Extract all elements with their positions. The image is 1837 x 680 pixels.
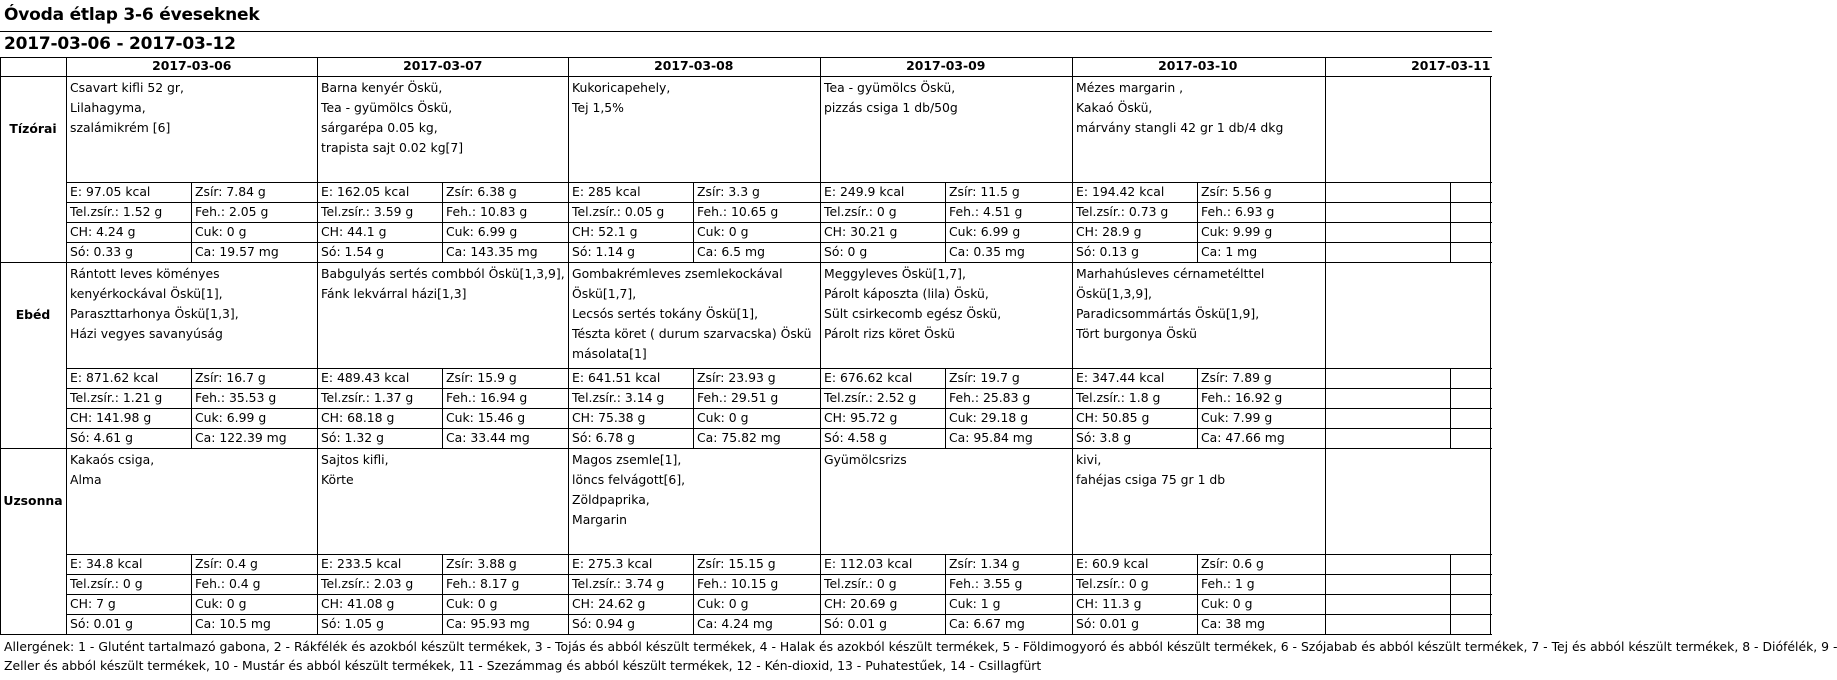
- menu-item: Margarin: [572, 512, 628, 527]
- grid-line: [66, 594, 1492, 595]
- nutrition-value: Ca: 0.35 mg: [949, 244, 1025, 259]
- menu-cell: [66, 450, 318, 554]
- nutrition-value: E: 162.05 kcal: [321, 184, 410, 199]
- nutrition-value: Zsír: 7.89 g: [1201, 370, 1272, 385]
- menu-item: márvány stangli 42 gr 1 db/4 dkg: [1076, 120, 1284, 135]
- nutrition-value: [1325, 409, 1450, 428]
- nutrition-value: Só: 0.01 g: [70, 616, 133, 631]
- menu-item: sárgarépa 0.05 kg,: [321, 120, 438, 135]
- nutrition-value: [1325, 203, 1450, 222]
- nutrition-value: E: 285 kcal: [572, 184, 641, 199]
- menu-cell: [317, 78, 569, 182]
- nutrition-value: Cuk: 15.46 g: [446, 410, 526, 425]
- grid-line: [66, 614, 1492, 615]
- grid-line: [0, 448, 1492, 449]
- menu-item: Párolt káposzta (lila) Öskü,: [824, 286, 989, 301]
- nutrition-value: Zsír: 0.4 g: [195, 556, 258, 571]
- nutrition-value: Zsír: 23.93 g: [697, 370, 776, 385]
- nutrition-value: Feh.: 10.65 g: [697, 204, 779, 219]
- menu-item: fahéjas csiga 75 gr 1 db: [1076, 472, 1226, 487]
- nutrition-value: Tel.zsír.: 1.8 g: [1076, 390, 1161, 405]
- menu-item: Kakaó Öskü,: [1076, 100, 1153, 115]
- nutrition-value: Zsír: 1.34 g: [949, 556, 1020, 571]
- nutrition-value: Zsír: 15.15 g: [697, 556, 776, 571]
- nutrition-value: CH: 20.69 g: [824, 596, 898, 611]
- menu-item: pizzás csiga 1 db/50g: [824, 100, 958, 115]
- nutrition-value: Cuk: 0 g: [697, 596, 749, 611]
- nutrition-value: E: 97.05 kcal: [70, 184, 151, 199]
- grid-line: [945, 182, 946, 262]
- nutrition-value: [1325, 223, 1450, 242]
- nutrition-value: Ca: 6.67 mg: [949, 616, 1025, 631]
- grid-line: [66, 428, 1492, 429]
- nutrition-value: CH: 4.24 g: [70, 224, 136, 239]
- nutrition-value: CH: 30.21 g: [824, 224, 898, 239]
- nutrition-value: E: 641.51 kcal: [572, 370, 661, 385]
- menu-cell: [1325, 264, 1577, 368]
- menu-cell: [1325, 78, 1577, 182]
- menu-cell: [820, 78, 1072, 182]
- title-divider: [0, 31, 1492, 32]
- menu-item: trapista sajt 0.02 kg[7]: [321, 140, 464, 155]
- nutrition-value: Feh.: 25.83 g: [949, 390, 1031, 405]
- grid-line: [820, 57, 821, 634]
- nutrition-value: Ca: 38 mg: [1201, 616, 1265, 631]
- grid-line: [945, 368, 946, 448]
- grid-line: [191, 554, 192, 634]
- nutrition-value: Ca: 6.5 mg: [697, 244, 765, 259]
- menu-item: Gyümölcsrizs: [824, 452, 907, 467]
- menu-item: szalámikrém [6]: [70, 120, 171, 135]
- nutrition-value: Tel.zsír.: 2.52 g: [824, 390, 917, 405]
- grid-line: [317, 57, 318, 634]
- nutrition-value: E: 275.3 kcal: [572, 556, 653, 571]
- nutrition-value: [1450, 389, 1577, 408]
- grid-line: [0, 57, 1, 634]
- nutrition-value: Tel.zsír.: 0 g: [824, 204, 897, 219]
- grid-line: [66, 554, 1492, 555]
- nutrition-value: Feh.: 4.51 g: [949, 204, 1023, 219]
- menu-table: [0, 57, 1492, 677]
- meal-label-spacer: [0, 368, 66, 448]
- allergen-legend: [4, 637, 1837, 675]
- nutrition-value: Tel.zsír.: 1.21 g: [70, 390, 163, 405]
- grid-line: [442, 368, 443, 448]
- meal-label-spacer: [0, 554, 66, 634]
- nutrition-value: Tel.zsír.: 3.14 g: [572, 390, 665, 405]
- nutrition-value: Feh.: 1 g: [1201, 576, 1255, 591]
- nutrition-value: [1450, 595, 1577, 614]
- nutrition-value: Feh.: 8.17 g: [446, 576, 520, 591]
- menu-cell: [66, 264, 318, 368]
- nutrition-value: Feh.: 0.4 g: [195, 576, 261, 591]
- nutrition-value: Cuk: 6.99 g: [446, 224, 518, 239]
- nutrition-value: Só: 0.01 g: [824, 616, 887, 631]
- nutrition-value: Tel.zsír.: 0.05 g: [572, 204, 665, 219]
- grid-line: [1197, 368, 1198, 448]
- nutrition-value: [1450, 409, 1577, 428]
- nutrition-value: [1325, 615, 1450, 634]
- nutrition-value: Feh.: 6.93 g: [1201, 204, 1275, 219]
- nutrition-value: Feh.: 2.05 g: [195, 204, 269, 219]
- allergen-line: Zeller és abból készült termékek, 10 - Mustár és abból készült termékek, 11 - Szezámmag és abból készült termékek, 12 - Kén-dioxid, 13 - Puhatestűek, 14 - Csillagfürt: [4, 658, 1042, 673]
- nutrition-value: CH: 7 g: [70, 596, 116, 611]
- nutrition-value: Zsír: 3.3 g: [697, 184, 760, 199]
- nutrition-value: E: 676.62 kcal: [824, 370, 913, 385]
- nutrition-value: Zsír: 6.38 g: [446, 184, 517, 199]
- nutrition-value: E: 233.5 kcal: [321, 556, 402, 571]
- menu-item: Tej 1,5%: [572, 100, 624, 115]
- menu-cell: [1325, 450, 1577, 554]
- day-header: 2017-03-09: [906, 58, 986, 73]
- nutrition-value: Só: 0.01 g: [1076, 616, 1139, 631]
- nutrition-value: Ca: 122.39 mg: [195, 430, 287, 445]
- menu-item: kenyérkockával Öskü[1],: [70, 286, 223, 301]
- grid-line: [442, 554, 443, 634]
- menu-item: Sajtos kifli,: [321, 452, 389, 467]
- menu-item: Tea - gyümölcs Öskü,: [321, 100, 453, 115]
- nutrition-value: Cuk: 0 g: [195, 596, 247, 611]
- grid-line: [66, 574, 1492, 575]
- menu-item: Paradicsommártás Öskü[1,9],: [1076, 306, 1260, 321]
- meal-label: Tízórai: [9, 121, 57, 136]
- menu-item: Kakaós csiga,: [70, 452, 155, 467]
- nutrition-value: Tel.zsír.: 0 g: [1076, 576, 1149, 591]
- nutrition-value: Só: 0 g: [824, 244, 868, 259]
- menu-item: Csavart kifli 52 gr,: [70, 80, 184, 95]
- menu-cell: [317, 264, 569, 368]
- grid-line: [66, 222, 1492, 223]
- grid-line: [693, 554, 694, 634]
- nutrition-value: E: 249.9 kcal: [824, 184, 905, 199]
- nutrition-value: Cuk: 9.99 g: [1201, 224, 1273, 239]
- menu-item: másolata[1]: [572, 346, 647, 361]
- nutrition-value: CH: 44.1 g: [321, 224, 387, 239]
- menu-cell: [1072, 450, 1324, 554]
- grid-line: [66, 368, 1492, 369]
- menu-item: Fánk lekvárral házi[1,3]: [321, 286, 467, 301]
- day-header: 2017-03-06: [152, 58, 232, 73]
- nutrition-value: CH: 141.98 g: [70, 410, 152, 425]
- nutrition-value: Tel.zsír.: 3.74 g: [572, 576, 665, 591]
- meal-label: Uzsonna: [3, 493, 63, 508]
- nutrition-value: Tel.zsír.: 1.37 g: [321, 390, 414, 405]
- grid-line: [568, 57, 569, 634]
- menu-cell: [568, 450, 820, 554]
- nutrition-value: E: 489.43 kcal: [321, 370, 410, 385]
- nutrition-value: Tel.zsír.: 3.59 g: [321, 204, 414, 219]
- nutrition-value: [1450, 429, 1577, 448]
- menu-cell: [1072, 78, 1324, 182]
- day-header: 2017-03-10: [1158, 58, 1238, 73]
- grid-line: [1197, 554, 1198, 634]
- nutrition-value: [1325, 595, 1450, 614]
- menu-cell: [568, 264, 820, 368]
- nutrition-value: Só: 3.8 g: [1076, 430, 1132, 445]
- grid-line: [1450, 368, 1451, 448]
- nutrition-value: Tel.zsír.: 0 g: [70, 576, 143, 591]
- nutrition-value: Só: 1.32 g: [321, 430, 384, 445]
- nutrition-value: Cuk: 7.99 g: [1201, 410, 1273, 425]
- menu-cell: [568, 78, 820, 182]
- menu-cell: [66, 78, 318, 182]
- nutrition-value: E: 347.44 kcal: [1076, 370, 1165, 385]
- nutrition-value: Feh.: 10.15 g: [697, 576, 779, 591]
- nutrition-value: Zsír: 3.88 g: [446, 556, 517, 571]
- menu-item: Öskü[1,3,9],: [1076, 286, 1152, 301]
- menu-item: Lecsós sertés tokány Öskü[1],: [572, 306, 759, 321]
- grid-line: [1325, 57, 1326, 634]
- nutrition-value: Feh.: 29.51 g: [697, 390, 779, 405]
- grid-line: [1072, 57, 1073, 634]
- grid-line: [191, 182, 192, 262]
- nutrition-value: CH: 52.1 g: [572, 224, 638, 239]
- nutrition-value: Zsír: 5.56 g: [1201, 184, 1272, 199]
- grid-line: [0, 634, 1492, 635]
- menu-item: Alma: [70, 472, 102, 487]
- nutrition-value: CH: 41.08 g: [321, 596, 395, 611]
- nutrition-value: Feh.: 35.53 g: [195, 390, 277, 405]
- menu-item: Babgulyás sertés combból Öskü[1,3,9],: [321, 266, 565, 281]
- nutrition-value: Cuk: 0 g: [1201, 596, 1253, 611]
- nutrition-value: CH: 28.9 g: [1076, 224, 1142, 239]
- nutrition-value: Cuk: 0 g: [697, 410, 749, 425]
- nutrition-value: Só: 1.14 g: [572, 244, 635, 259]
- nutrition-value: [1450, 575, 1577, 594]
- nutrition-value: CH: 50.85 g: [1076, 410, 1150, 425]
- nutrition-value: [1325, 389, 1450, 408]
- nutrition-value: CH: 95.72 g: [824, 410, 898, 425]
- nutrition-value: E: 194.42 kcal: [1076, 184, 1165, 199]
- nutrition-value: Feh.: 10.83 g: [446, 204, 528, 219]
- nutrition-value: Zsír: 15.9 g: [446, 370, 517, 385]
- nutrition-value: CH: 68.18 g: [321, 410, 395, 425]
- nutrition-value: Cuk: 0 g: [195, 224, 247, 239]
- grid-line: [191, 368, 192, 448]
- grid-line: [0, 262, 1492, 263]
- nutrition-value: [1325, 555, 1450, 574]
- nutrition-value: [1450, 183, 1577, 202]
- nutrition-value: [1325, 183, 1450, 202]
- menu-item: Tört burgonya Öskü: [1076, 326, 1198, 341]
- menu-item: Sült csirkecomb egész Öskü,: [824, 306, 1002, 321]
- menu-item: Rántott leves köményes: [70, 266, 220, 281]
- nutrition-value: Tel.zsír.: 0 g: [824, 576, 897, 591]
- nutrition-value: Feh.: 3.55 g: [949, 576, 1023, 591]
- grid-line: [0, 57, 1492, 58]
- nutrition-value: [1325, 575, 1450, 594]
- day-header: 2017-03-11: [1411, 58, 1491, 73]
- date-range: 2017-03-06 - 2017-03-12: [4, 34, 236, 54]
- nutrition-value: [1325, 429, 1450, 448]
- nutrition-value: Só: 0.94 g: [572, 616, 635, 631]
- nutrition-value: Zsír: 11.5 g: [949, 184, 1020, 199]
- menu-item: löncs felvágott[6],: [572, 472, 686, 487]
- menu-cell: [820, 264, 1072, 368]
- page-title: Óvoda étlap 3-6 éveseknek: [4, 5, 260, 25]
- grid-line: [0, 76, 1492, 77]
- grid-line: [66, 408, 1492, 409]
- nutrition-value: Ca: 33.44 mg: [446, 430, 530, 445]
- nutrition-value: Só: 4.58 g: [824, 430, 887, 445]
- nutrition-value: Ca: 19.57 mg: [195, 244, 279, 259]
- grid-line: [66, 202, 1492, 203]
- nutrition-value: Feh.: 16.92 g: [1201, 390, 1283, 405]
- nutrition-value: Só: 1.05 g: [321, 616, 384, 631]
- nutrition-value: Ca: 10.5 mg: [195, 616, 271, 631]
- nutrition-value: Zsír: 19.7 g: [949, 370, 1020, 385]
- nutrition-value: E: 112.03 kcal: [824, 556, 913, 571]
- day-header: 2017-03-07: [403, 58, 483, 73]
- grid-line: [66, 388, 1492, 389]
- nutrition-value: [1450, 203, 1577, 222]
- nutrition-value: Só: 6.78 g: [572, 430, 635, 445]
- menu-cell: [820, 450, 1072, 554]
- nutrition-value: CH: 24.62 g: [572, 596, 646, 611]
- menu-item: Barna kenyér Öskü,: [321, 80, 443, 95]
- nutrition-value: Ca: 1 mg: [1201, 244, 1258, 259]
- nutrition-value: Só: 0.13 g: [1076, 244, 1139, 259]
- allergen-line: Allergének: 1 - Glutént tartalmazó gabona, 2 - Rákfélék és azokból készült termékek, 3 - Tojás és abból készült termékek, 4 - Halak és azokból készült termékek, 5 - Földimogyoró és abból készült termékek, 6 - Szójabab és abból készült termékek, 7 - Tej és abból készült termékek, 8 - Diófélék, 9 -: [4, 639, 1837, 654]
- nutrition-value: E: 60.9 kcal: [1076, 556, 1149, 571]
- nutrition-value: Só: 0.33 g: [70, 244, 133, 259]
- nutrition-value: [1450, 369, 1577, 388]
- menu-item: Lilahagyma,: [70, 100, 146, 115]
- menu-cell: [317, 450, 569, 554]
- nutrition-value: Cuk: 0 g: [446, 596, 498, 611]
- nutrition-value: [1450, 555, 1577, 574]
- menu-item: Körte: [321, 472, 354, 487]
- grid-line: [66, 182, 1492, 183]
- menu-cell: [1072, 264, 1324, 368]
- menu-item: Paraszttarhonya Öskü[1,3],: [70, 306, 239, 321]
- nutrition-value: Cuk: 1 g: [949, 596, 1001, 611]
- nutrition-value: Ca: 95.93 mg: [446, 616, 530, 631]
- menu-item: Magos zsemle[1],: [572, 452, 682, 467]
- menu-item: Öskü[1,7],: [572, 286, 637, 301]
- menu-item: Tészta köret ( durum szarvacska) Öskü: [572, 326, 812, 341]
- grid-line: [1490, 76, 1491, 634]
- nutrition-value: Ca: 4.24 mg: [697, 616, 773, 631]
- nutrition-value: Zsír: 7.84 g: [195, 184, 266, 199]
- nutrition-value: Ca: 143.35 mg: [446, 244, 538, 259]
- grid-line: [66, 57, 67, 634]
- nutrition-value: [1450, 615, 1577, 634]
- grid-line: [693, 182, 694, 262]
- grid-line: [1450, 182, 1451, 262]
- nutrition-value: Só: 1.54 g: [321, 244, 384, 259]
- nutrition-value: Só: 4.61 g: [70, 430, 133, 445]
- nutrition-value: CH: 75.38 g: [572, 410, 646, 425]
- nutrition-value: Zsír: 0.6 g: [1201, 556, 1264, 571]
- nutrition-value: Ca: 95.84 mg: [949, 430, 1033, 445]
- menu-item: Meggyleves Öskü[1,7],: [824, 266, 966, 281]
- nutrition-value: [1450, 243, 1577, 262]
- day-header: 2017-03-08: [654, 58, 734, 73]
- menu-item: kivi,: [1076, 452, 1102, 467]
- nutrition-value: Ca: 75.82 mg: [697, 430, 781, 445]
- menu-item: Tea - gyümölcs Öskü,: [824, 80, 956, 95]
- nutrition-value: Ca: 47.66 mg: [1201, 430, 1285, 445]
- menu-item: Mézes margarin ,: [1076, 80, 1184, 95]
- nutrition-value: Tel.zsír.: 2.03 g: [321, 576, 414, 591]
- meal-label-spacer: [0, 182, 66, 262]
- grid-line: [442, 182, 443, 262]
- menu-item: Kukoricapehely,: [572, 80, 671, 95]
- nutrition-value: [1450, 223, 1577, 242]
- menu-item: Párolt rizs köret Öskü: [824, 326, 955, 341]
- nutrition-value: Cuk: 6.99 g: [949, 224, 1021, 239]
- nutrition-value: E: 34.8 kcal: [70, 556, 143, 571]
- nutrition-value: [1325, 243, 1450, 262]
- nutrition-value: Tel.zsír.: 1.52 g: [70, 204, 163, 219]
- nutrition-value: Cuk: 0 g: [697, 224, 749, 239]
- grid-line: [693, 368, 694, 448]
- nutrition-value: [1325, 369, 1450, 388]
- grid-line: [1197, 182, 1198, 262]
- menu-item: Gombakrémleves zsemlekockával: [572, 266, 783, 281]
- nutrition-value: Feh.: 16.94 g: [446, 390, 528, 405]
- nutrition-value: E: 871.62 kcal: [70, 370, 159, 385]
- menu-item: Házi vegyes savanyúság: [70, 326, 223, 341]
- menu-item: Zöldpaprika,: [572, 492, 650, 507]
- meal-label: Ebéd: [15, 307, 51, 322]
- nutrition-value: Zsír: 16.7 g: [195, 370, 266, 385]
- nutrition-value: Tel.zsír.: 0.73 g: [1076, 204, 1169, 219]
- nutrition-value: Cuk: 6.99 g: [195, 410, 267, 425]
- nutrition-value: CH: 11.3 g: [1076, 596, 1142, 611]
- grid-line: [66, 242, 1492, 243]
- grid-line: [1450, 554, 1451, 634]
- menu-item: Marhahúsleves cérnametélttel: [1076, 266, 1265, 281]
- grid-line: [945, 554, 946, 634]
- nutrition-value: Cuk: 29.18 g: [949, 410, 1029, 425]
